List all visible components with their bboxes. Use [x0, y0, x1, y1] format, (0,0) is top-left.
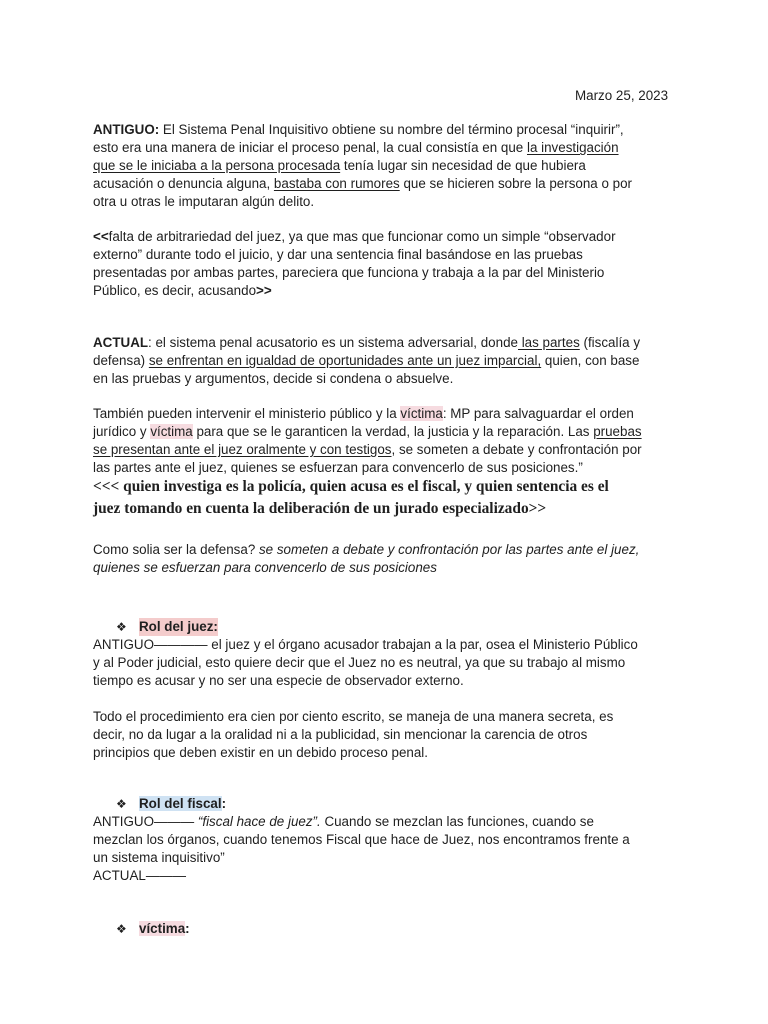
diamond-bullet-icon: ❖ — [116, 797, 127, 811]
victima-heading: víctima: — [139, 921, 190, 936]
diamond-bullet-icon: ❖ — [116, 922, 127, 936]
document-date: Marzo 25, 2023 — [575, 88, 669, 103]
document-page: Marzo 25, 2023 ANTIGUO: El Sistema Penal Inquisitivo obtiene su nombre del término procesal “inquirir”, esto era una manera de iniciar el proceso penal, la cual consistía en que la investigación que se le iniciaba a la persona procesada tenía lugar sin necesidad de que hubiera acusación o denuncia alguna, bastaba con rumores que se hicieren sobre la persona o por otra u otras le imputaran algún delito. <<falta de arbitrariedad del juez, ya que mas que funcionar como un simple “observador externo” durante todo el juicio, y dar una sentencia final basándose en las pruebas presentadas por ambas partes, pareciera que funciona y trabaja a la par del Ministerio Público, es decir, acusando>> ACTUAL: el sistema penal acusatorio es un sistema adversarial, donde las partes (fiscalía y defensa) se enfrentan en igualdad de oportunidades ante un juez imparcial, quien, con base en las pruebas y argumentos, decide si condena o absuelve. También pueden intervenir el ministerio público y la víctima: MP para salvaguardar el orden jurídico y víctima para que se le garanticen la verdad, la justicia y la reparación. Las pruebas se presentan ante el juez oralmente y con testigos, se someten a debate y confrontación por las partes ante el juez, quienes se esfuerzan para convencerlo de sus posiciones.” <<< quien investiga es la policía, quien acusa es el fiscal, y quien sentencia es el juez tomando en cuenta la deliberación de un jurado especializado>> Como solia ser la defensa? se someten a debate y confrontación por las partes ante el juez, quienes se esfuerzan para convencerlo de sus posiciones ❖ Rol del juez: ANTIGUO———— el juez y el órgano acusador trabajan a la par, osea el Ministerio Público y al Poder judicial, esto quiere decir que el Juez no es neutral, ya que su trabajo al mismo tiempo es acusar y no ser una especie de observador externo. Todo el procedimiento era cien por ciento escrito, se maneja de una manera secreta, es decir, no da lugar a la oralidad ni a la publicidad, sin mencionar la carencia de otros principios que deben existir en un debido proceso penal. ❖ Rol del fiscal: ANTIGUO——— “fiscal hace de juez”. Cuando se mezclan las funciones, cuando se mezclan los órganos, cuando tenemos Fiscal que hace de Juez, nos encontramos frente a un sistema inquisitivo” ACTUAL——— ❖ víctima: — [93, 88, 669, 936]
highlight-victima: víctima — [150, 424, 193, 439]
rol-juez-heading: Rol del juez: — [139, 619, 218, 634]
highlight-victima: víctima — [400, 406, 443, 421]
rol-fiscal-heading: Rol del fiscal: — [139, 796, 227, 811]
actual-label: ACTUAL — [93, 335, 149, 350]
diamond-bullet-icon: ❖ — [116, 620, 127, 634]
antiguo-label: ANTIGUO: — [93, 122, 160, 137]
